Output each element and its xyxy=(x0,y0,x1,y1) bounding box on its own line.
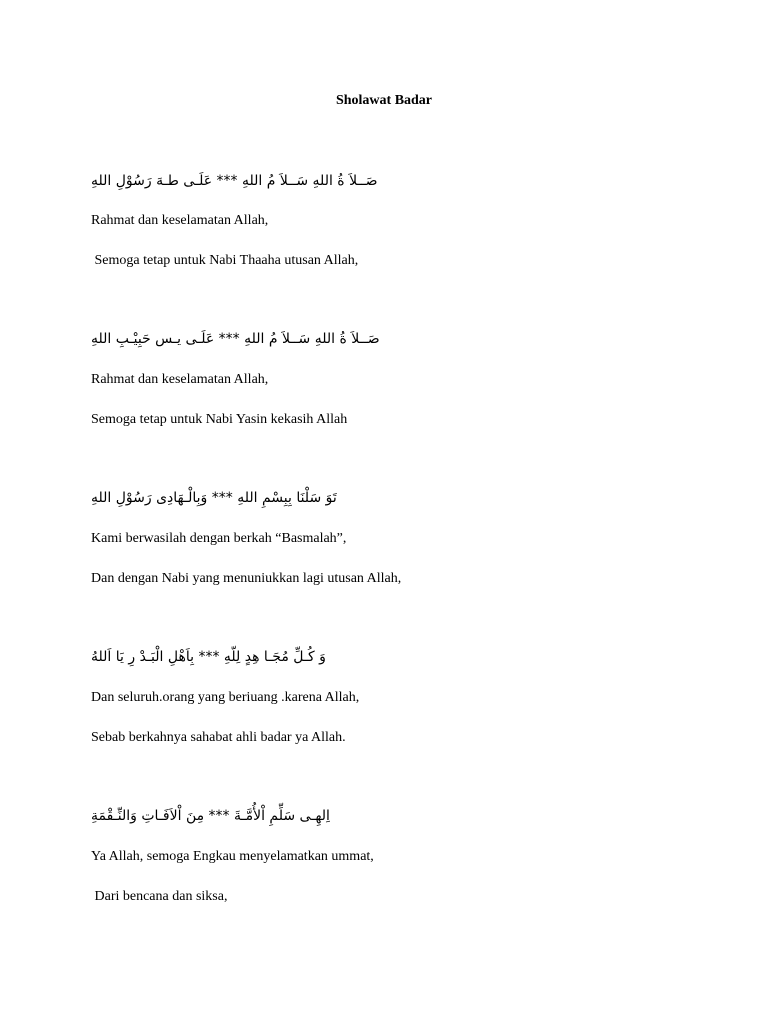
translation-line-3a: Kami berwasilah dengan berkah “Basmalah”, xyxy=(91,531,347,546)
translation-line-2b: Semoga tetap untuk Nabi Yasin kekasih Allah xyxy=(91,412,348,427)
arabic-verse-2: صَــلاَ ةُ اللهِ سَــلاَ مُ اللهِ *** عَلَـى يـس حَبِيْـبِ اللهِ xyxy=(91,331,380,347)
arabic-verse-5: اِلهِـى سَلِّمِ اْلأُمَّـةَ *** مِنَ اْلاَفَـاتِ وَالنِّـقْمَةِ xyxy=(91,808,330,824)
translation-line-5b: Dari bencana dan siksa, xyxy=(91,889,228,904)
arabic-verse-1: صَــلاَ ةُ اللهِ سَــلاَ مُ اللهِ *** عَلَـى طـهَ رَسُوْلِ اللهِ xyxy=(91,173,378,189)
arabic-verse-4: وَ كُـلِّ مُجَـا هِدٍ لِلّهِ *** بِاَهْلِ الْبَـدْ رِ يَا اَللهُ xyxy=(91,649,326,665)
page-title: Sholawat Badar xyxy=(335,93,433,108)
translation-line-3b: Dan dengan Nabi yang menuniukkan lagi utusan Allah, xyxy=(91,571,402,586)
translation-line-5a: Ya Allah, semoga Engkau menyelamatkan ummat, xyxy=(91,849,374,864)
arabic-verse-3: تَوَ سَلْنَا بِبِسْمِ اللهِ *** وَبِالْـهَادِى رَسُوْلِ اللهِ xyxy=(91,490,337,506)
translation-line-1a: Rahmat dan keselamatan Allah, xyxy=(91,213,269,228)
translation-line-2a: Rahmat dan keselamatan Allah, xyxy=(91,372,269,387)
translation-line-4a: Dan seluruh.orang yang beriuang .karena Allah, xyxy=(91,690,360,705)
translation-line-4b: Sebab berkahnya sahabat ahli badar ya Allah. xyxy=(91,730,346,745)
translation-line-1b: Semoga tetap untuk Nabi Thaaha utusan Allah, xyxy=(91,253,359,268)
